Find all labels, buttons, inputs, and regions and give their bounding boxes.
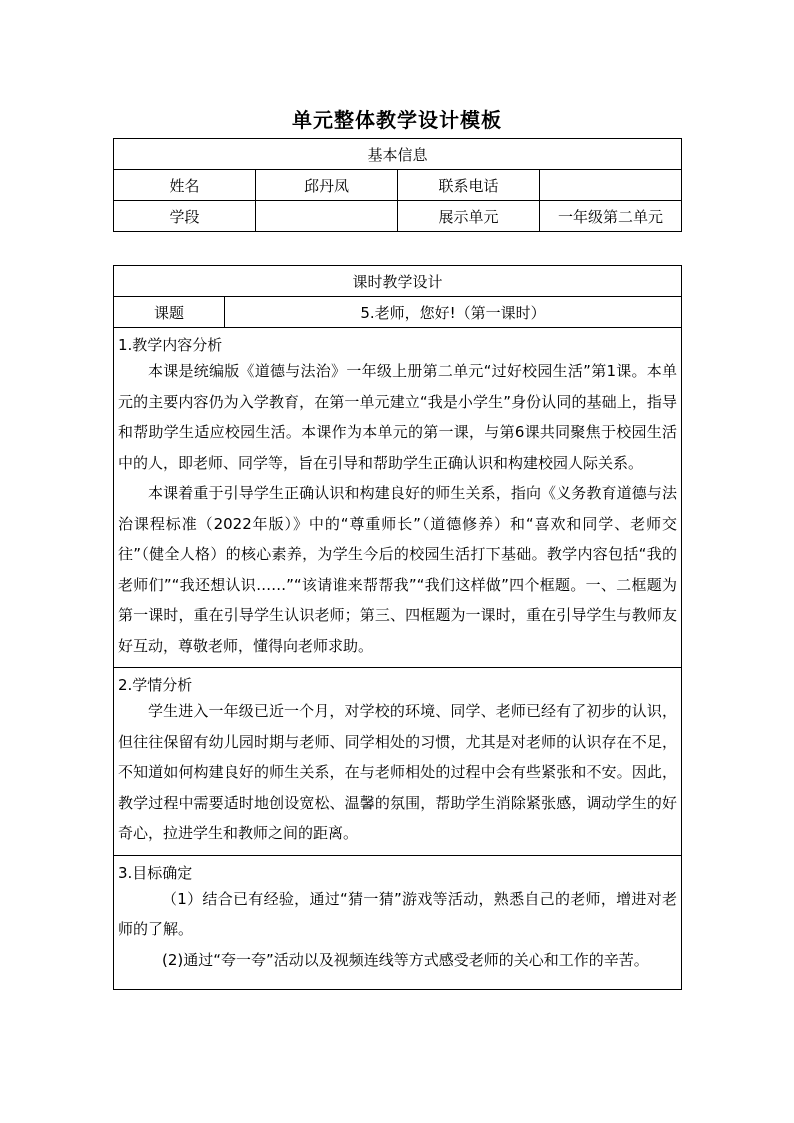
topic-label: 课题	[114, 297, 225, 328]
name-value: 邱丹凤	[256, 170, 398, 201]
stage-label: 学段	[114, 201, 256, 232]
section-title: 2.学情分析	[118, 676, 193, 694]
unit-label: 展示单元	[398, 201, 540, 232]
section-title: 3.目标确定	[118, 863, 193, 882]
lesson-header: 课时教学设计	[114, 266, 682, 297]
section-title: 1.教学内容分析	[118, 336, 223, 354]
student-analysis-section	[114, 668, 682, 856]
page-title: 单元整体教学设计模板	[292, 108, 502, 132]
objective-item: （1）结合已有经验，通过“猜一猜”游戏等活动，熟悉自己的老师，增进对老师的了解。	[118, 889, 678, 938]
phone-value	[540, 170, 682, 201]
unit-value: 一年级第二单元	[540, 201, 682, 232]
content-analysis-section	[114, 328, 682, 668]
topic-value: 5.老师，您好!（第一课时）	[225, 297, 682, 328]
basic-info-table	[113, 138, 682, 232]
section-paragraph: 学生进入一年级已近一个月，对学校的环境、同学、老师已经有了初步的认识，但往往保留有幼儿园时期与老师、同学相处的习惯，尤其是对老师的认识存在不足，不知道如何构建良好的师生关系，在与老师相处的过程中会有些紧张和不安。因此，教学过程中需要适时地创设宽松、温馨的氛围，帮助学生消除紧张感，调动学生的好奇心，拉进学生和教师之间的距离。	[118, 702, 678, 842]
basic-info-header: 基本信息	[114, 139, 682, 170]
objective-clip	[118, 945, 677, 983]
phone-label: 联系电话	[398, 170, 540, 201]
name-label: 姓名	[114, 170, 256, 201]
objective-item: (2)通过“夸一夸”活动以及视频连线等方式感受老师的关心和工作的辛苦。	[162, 950, 649, 969]
section-paragraph: 本课着重于引导学生正确认识和构建良好的师生关系，指向《义务教育道德与法治课程标准（2022年版）》中的“尊重师长”（道德修养）和“喜欢和同学、老师交往”（健全人格）的核心素养，为学生今后的校园生活打下基础。教学内容包括“我的老师们”“我还想认识……”“该请谁来帮帮我”“我们这样做”四个框题。一、二框题为第一课时，重在引导学生认识老师；第三、四框题为一课时，重在引导学生与教师友好互动，尊敬老师，懂得向老师求助。	[118, 484, 678, 655]
stage-value	[256, 201, 398, 232]
lesson-design-table	[113, 265, 682, 990]
objectives-section	[114, 855, 682, 989]
section-paragraph: 本课是统编版《道德与法治》一年级上册第二单元“过好校园生活”第1课。本单元的主要内容仍为入学教育，在第一单元建立“我是小学生”身份认同的基础上，指导和帮助学生适应校园生活。本课作为本单元的第一课，与第6课共同聚焦于校园生活中的人，即老师、同学等，旨在引导和帮助学生正确认识和构建校园人际关系。	[118, 362, 678, 472]
